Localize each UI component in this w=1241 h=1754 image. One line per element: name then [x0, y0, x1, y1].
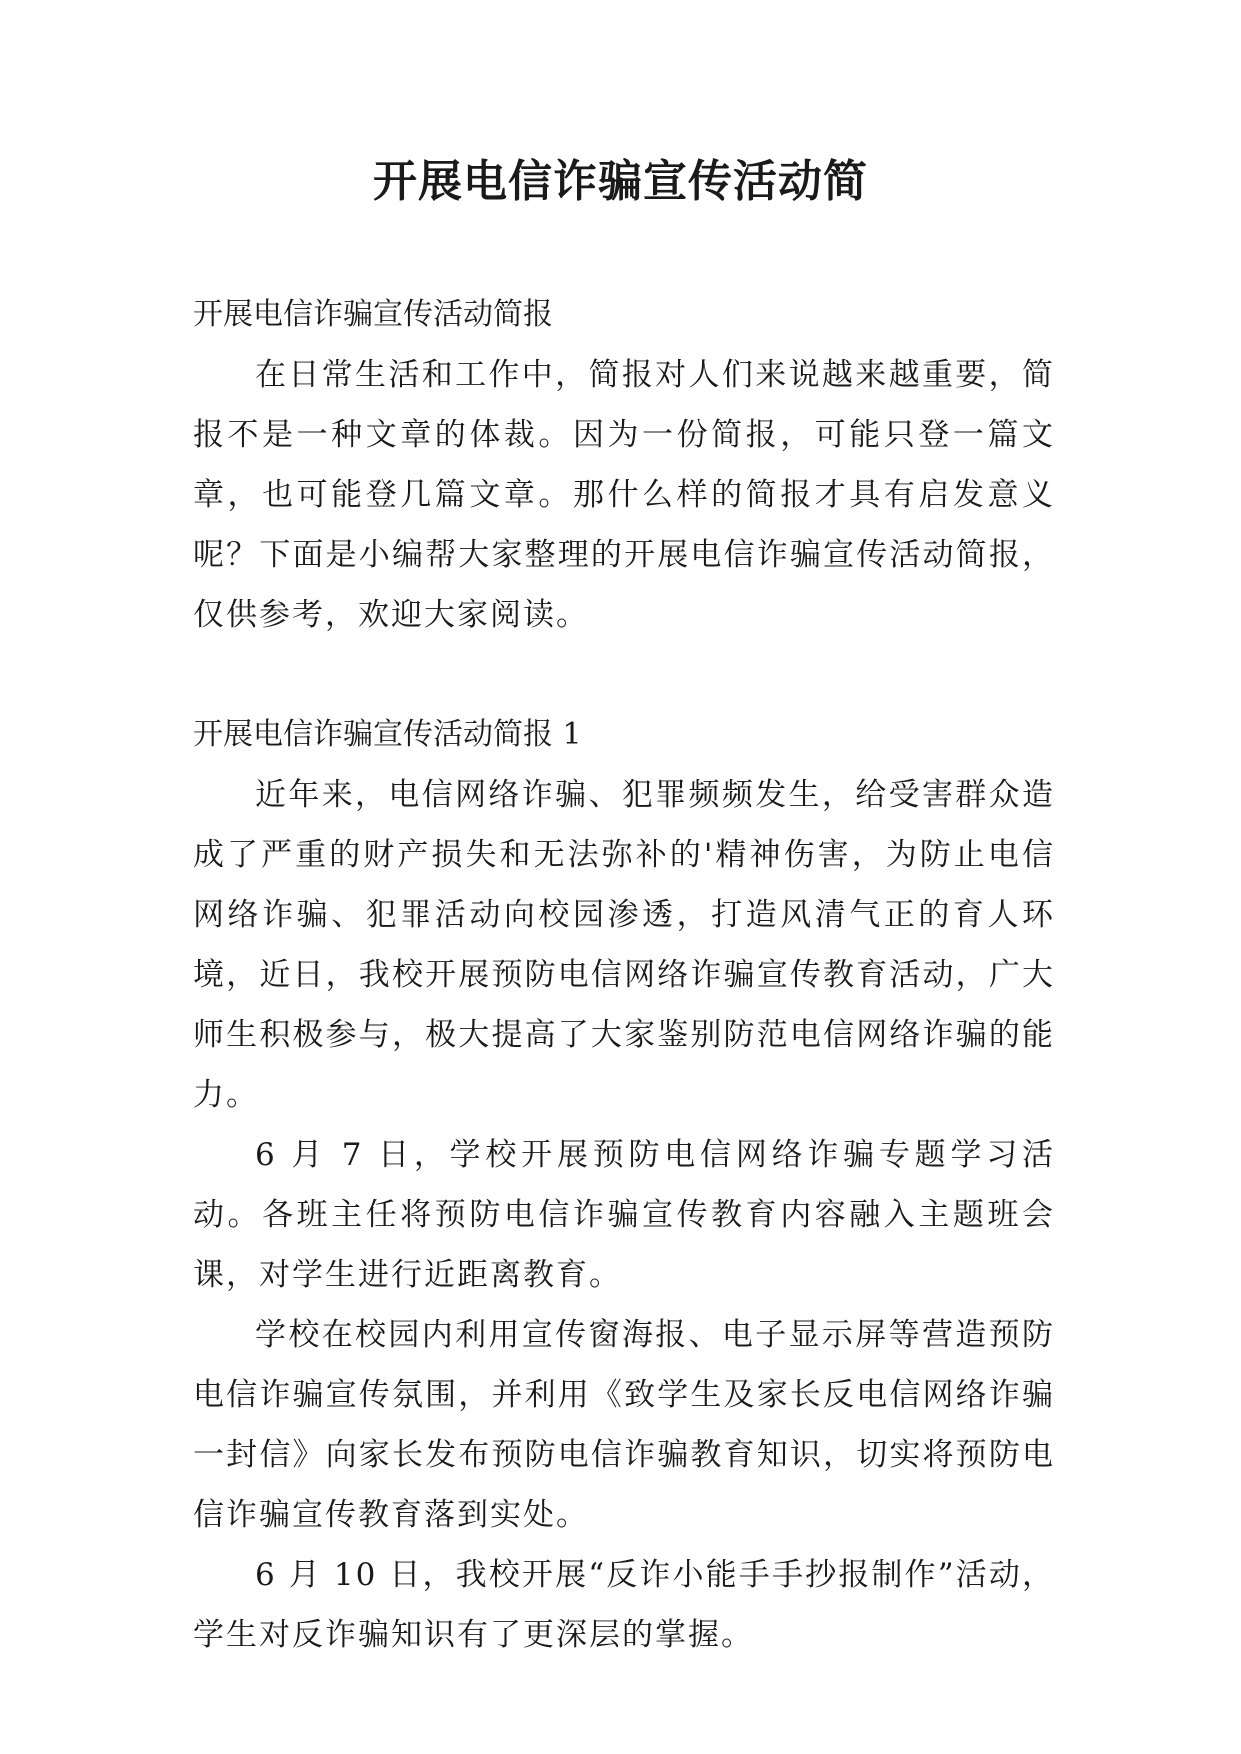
body-paragraph: 6 月 7 日，学校开展预防电信网络诈骗专题学习活动。各班主任将预防电信诈骗宣传教育内容融入主题班会课，对学生进行近距离教育。 [193, 1137, 1055, 1293]
document-body [193, 285, 1055, 1665]
section-spacer [193, 645, 1055, 705]
section-heading: 开展电信诈骗宣传活动简报 1 [193, 717, 582, 752]
intro-paragraph: 在日常生活和工作中，简报对人们来说越来越重要，简报不是一种文章的体裁。因为一份简报，可能只登一篇文章，也可能登几篇文章。那什么样的简报才具有启发意义呢？下面是小编帮大家整理的开展电信诈骗宣传活动简报，仅供参考，欢迎大家阅读。 [193, 357, 1055, 633]
body-paragraph: 6 月 10 日，我校开展“反诈小能手手抄报制作”活动，学生对反诈骗知识有了更深层的掌握。 [193, 1557, 1055, 1653]
body-paragraph: 近年来，电信网络诈骗、犯罪频频发生，给受害群众造成了严重的财产损失和无法弥补的'精神伤害，为防止电信网络诈骗、犯罪活动向校园渗透，打造风清气正的育人环境，近日，我校开展预防电信网络诈骗宣传教育活动，广大师生积极参与，极大提高了大家鉴别防范电信网络诈骗的能力。 [193, 777, 1055, 1113]
body-paragraph: 学校在校园内利用宣传窗海报、电子显示屏等营造预防电信诈骗宣传氛围，并利用《致学生及家长反电信网络诈骗一封信》向家长发布预防电信诈骗教育知识，切实将预防电信诈骗宣传教育落到实处。 [193, 1317, 1055, 1533]
document-title: 开展电信诈骗宣传活动简 [373, 156, 868, 207]
section-heading: 开展电信诈骗宣传活动简报 [193, 297, 553, 332]
